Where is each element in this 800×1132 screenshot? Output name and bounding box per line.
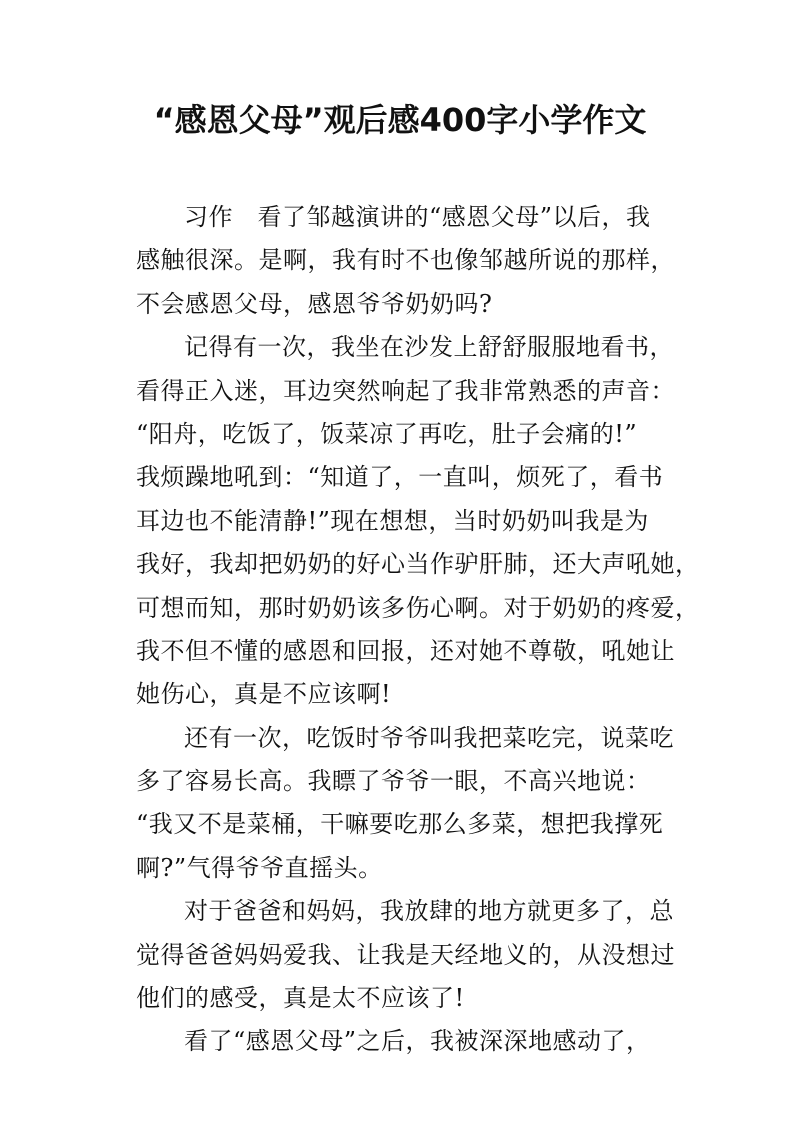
paragraph	[136, 196, 676, 326]
text-line: 我不但不懂的感恩和回报，还对她不尊敬，吼她让	[136, 636, 675, 665]
text-line: 可想而知，那时奶奶该多伤心啊。对于奶奶的疼爱，	[136, 593, 700, 622]
text-line: 多了容易长高。我瞟了爷爷一眼，不高兴地说：	[136, 767, 651, 796]
paragraph	[136, 326, 700, 717]
text-line: 我好，我却把奶奶的好心当作驴肝肺，还大声吼她，	[136, 550, 700, 579]
text-line: 感触很深。是啊，我有时不也像邹越所说的那样，	[136, 246, 675, 275]
text-line: 不会感恩父母，感恩爷爷奶奶吗?	[136, 289, 493, 318]
text-line: 看得正入迷，耳边突然响起了我非常熟悉的声音：	[136, 376, 675, 405]
paragraph	[136, 717, 676, 891]
text-line: 耳边也不能清静!”现在想想，当时奶奶叫我是为	[136, 506, 649, 535]
text-line: 记得有一次，我坐在沙发上舒舒服服地看书，	[184, 333, 674, 362]
text-line: “我又不是菜桶，干嘛要吃那么多菜，想把我撑死	[136, 810, 664, 839]
paragraph	[136, 890, 676, 1020]
text-line: 我烦躁地吼到：“知道了，一直叫，烦死了，看书	[136, 463, 664, 492]
text-line: 他们的感受，真是太不应该了!	[136, 984, 465, 1013]
paragraph	[136, 1020, 676, 1063]
text-line: 习作 看了邹越演讲的“感恩父母”以后，我	[184, 203, 651, 231]
document-title: “感恩父母”观后感400字小学作文	[153, 101, 647, 139]
text-line: “阳舟，吃饭了，饭菜凉了再吃，肚子会痛的!”	[136, 419, 638, 448]
text-line: 看了“感恩父母”之后，我被深深地感动了，	[184, 1027, 651, 1056]
text-line: 她伤心，真是不应该啊!	[136, 680, 392, 709]
text-line: 还有一次，吃饭时爷爷叫我把菜吃完，说菜吃	[184, 723, 674, 752]
text-line: 觉得爸爸妈妈爱我、让我是天经地义的，从没想过	[136, 940, 675, 969]
document-body	[136, 196, 700, 1064]
text-line: 啊?”气得爷爷直摇头。	[136, 853, 383, 882]
text-line: 对于爸爸和妈妈，我放肆的地方就更多了，总	[184, 897, 674, 926]
